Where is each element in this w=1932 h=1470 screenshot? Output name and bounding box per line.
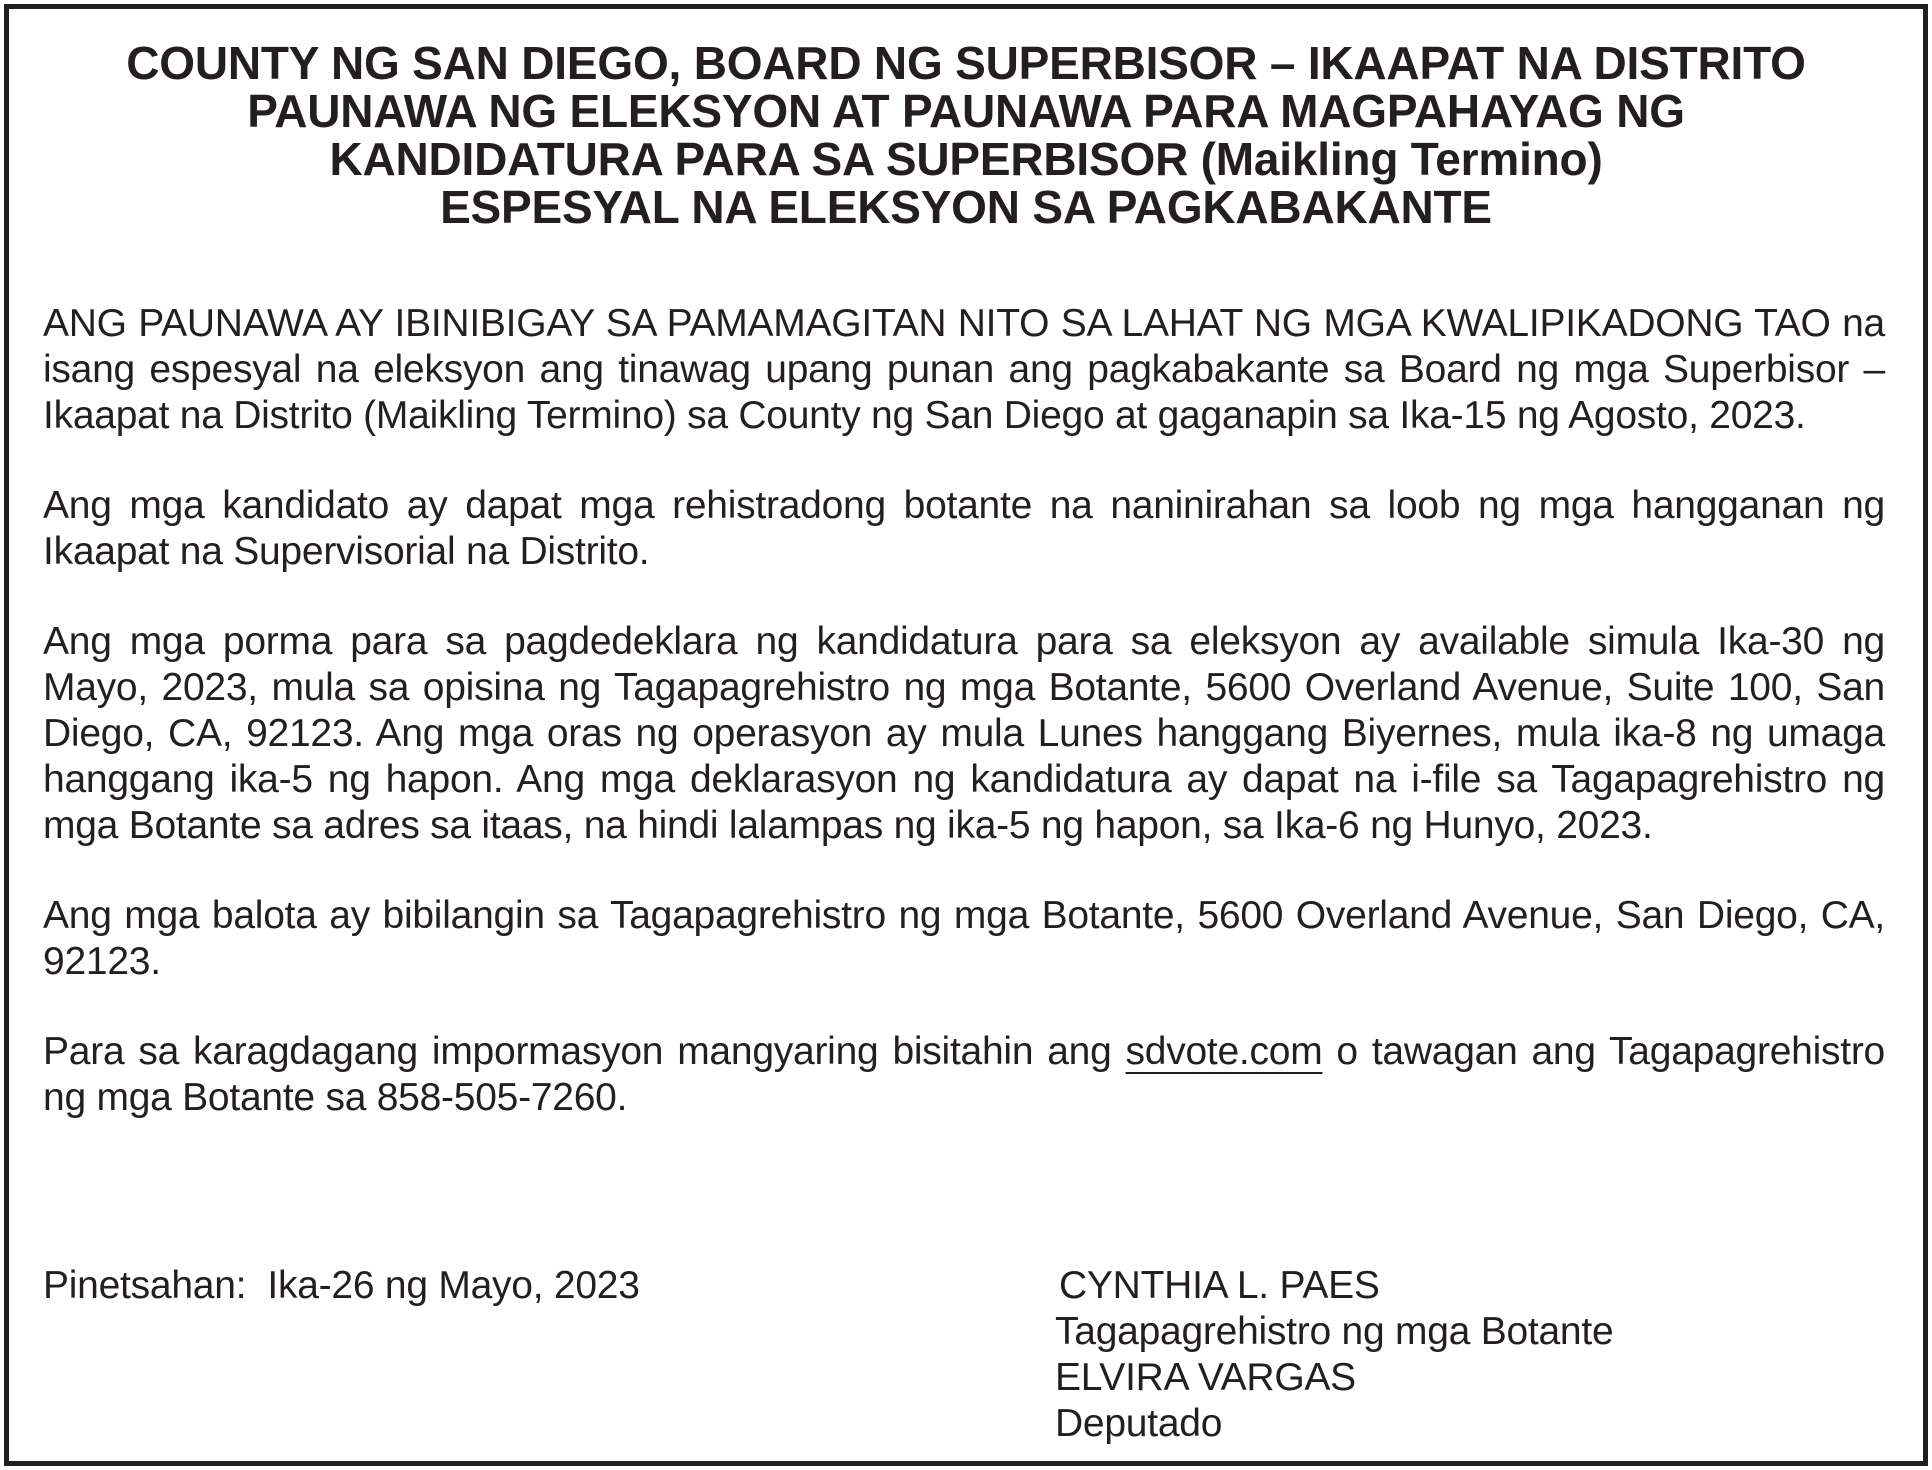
- paragraph-candidate-eligibility: Ang mga kandidato ay dapat mga rehistradong botante na naninirahan sa loob ng mga hangganan ng Ikaapat na Supervisorial na Distrito.: [43, 484, 1885, 573]
- signer-2-name: ELVIRA VARGAS: [1055, 1356, 1356, 1399]
- header-line-2: PAUNAWA NG ELEKSYON AT PAUNAWA PARA MAGPAHAYAG NG: [247, 85, 1685, 137]
- more-info-text-after: o tawagan ang Tagapagrehistro ng mga Botante sa 858-505-7260.: [43, 1030, 1885, 1119]
- paragraph-ballot-counting: Ang mga balota ay bibilangin sa Tagapagrehistro ng mga Botante, 5600 Overland Avenue, San Diego, CA, 92123.: [43, 894, 1885, 983]
- signer-1-title: Tagapagrehistro ng mga Botante: [1055, 1310, 1614, 1353]
- paragraph-more-information: [43, 1029, 1885, 1121]
- signature-block: [1055, 1263, 1613, 1447]
- header-line-1: COUNTY NG SAN DIEGO, BOARD NG SUPERBISOR – IKAAPAT NA DISTRITO: [126, 37, 1806, 89]
- signer-1-name: CYNTHIA L. PAES: [1059, 1264, 1380, 1307]
- more-info-text-before: Para sa karagdagang impormasyon mangyaring bisitahin ang: [43, 1030, 1126, 1073]
- notice-frame: [4, 4, 1928, 1466]
- paragraph-notice-given: ANG PAUNAWA AY IBINIBIGAY SA PAMAMAGITAN NITO SA LAHAT NG MGA KWALIPIKADONG TAO na isang espesyal na eleksyon ang tinawag upang punan ang pagkabakante sa Board ng mga Superbisor – Ikaapat na Distrito (Maikling Termino) sa County ng San Diego at gaganapin sa Ika-15 ng Agosto, 2023.: [43, 302, 1885, 437]
- signer-2-title: Deputado: [1055, 1402, 1223, 1445]
- header-line-4: ESPESYAL NA ELEKSYON SA PAGKABAKANTE: [440, 181, 1492, 233]
- sdvote-link[interactable]: sdvote.com: [1125, 1030, 1323, 1073]
- paragraph-declaration-forms: Ang mga porma para sa pagdedeklara ng kandidatura para sa eleksyon ay available simula Ika-30 ng Mayo, 2023, mula sa opisina ng Tagapagrehistro ng mga Botante, 5600 Overland Avenue, Suite 100, San Diego, CA, 92123. Ang mga oras ng operasyon ay mula Lunes hanggang Biyernes, mula ika-8 ng umaga hanggang ika-5 ng hapon. Ang mga deklarasyon ng kandidatura ay dapat na i-file sa Tagapagrehistro ng mga Botante sa adres sa itaas, na hindi lalampas ng ika-5 ng hapon, sa Ika-6 ng Hunyo, 2023.: [43, 620, 1885, 847]
- notice-header: [39, 39, 1893, 231]
- dated-line: Pinetsahan: Ika-26 ng Mayo, 2023: [43, 1264, 640, 1307]
- notice-body: [43, 301, 1885, 1165]
- header-line-3: KANDIDATURA PARA SA SUPERBISOR (Maikling Termino): [329, 133, 1603, 185]
